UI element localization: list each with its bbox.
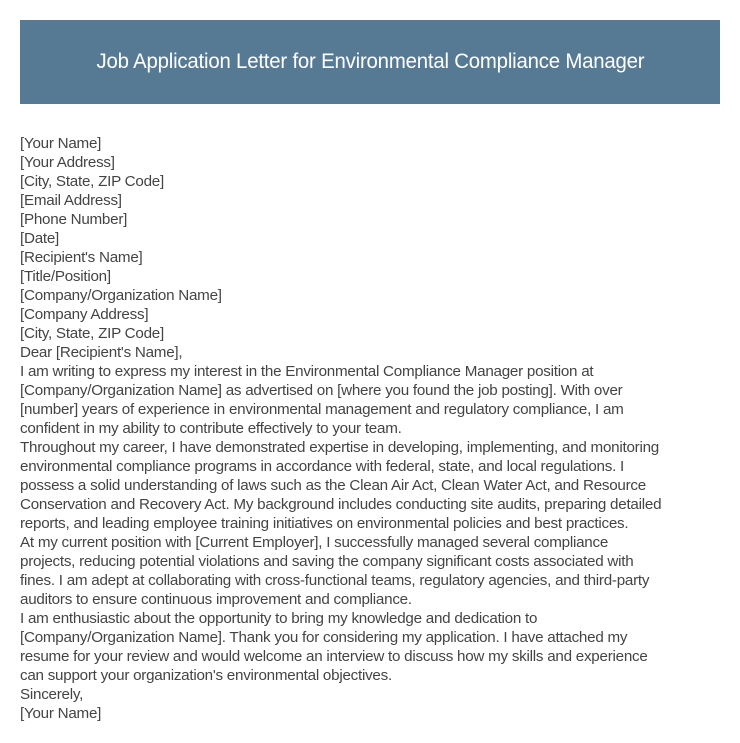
sender-city-state-zip: [City, State, ZIP Code] (20, 173, 164, 190)
paragraph-line: I am writing to express my interest in the Environmental Compliance Manager position at (20, 363, 594, 380)
sender-block (20, 134, 740, 248)
paragraph-closing (20, 609, 740, 685)
paragraph-line: Throughout my career, I have demonstrated expertise in developing, implementing, and monitoring (20, 439, 659, 456)
recipient-name: [Recipient's Name] (20, 249, 143, 266)
letter-date: [Date] (20, 230, 60, 247)
paragraph-line: auditors to ensure continuous improvement and compliance. (20, 591, 412, 608)
paragraph-line: resume for your review and would welcome an interview to discuss how my skills and experience (20, 648, 648, 665)
recipient-company: [Company/Organization Name] (20, 287, 222, 304)
closing: Sincerely, (20, 686, 84, 703)
paragraph-line: environmental compliance programs in accordance with federal, state, and local regulations. I (20, 458, 624, 475)
paragraph-line: projects, reducing potential violations and saving the company significant costs associated with (20, 553, 634, 570)
letter-header (20, 20, 720, 104)
recipient-address: [Company Address] (20, 306, 149, 323)
paragraph-intro (20, 362, 740, 438)
paragraph-line: [Company/Organization Name]. Thank you for considering my application. I have attached my (20, 629, 628, 646)
page-title: Job Application Letter for Environmental Compliance Manager (96, 50, 644, 73)
recipient-block (20, 248, 740, 343)
sender-address: [Your Address] (20, 154, 115, 171)
recipient-city-state-zip: [City, State, ZIP Code] (20, 325, 164, 342)
paragraph-line: confident in my ability to contribute effectively to your team. (20, 420, 402, 437)
letter-body (20, 134, 740, 723)
paragraph-line: possess a solid understanding of laws such as the Clean Air Act, Clean Water Act, and Resource (20, 477, 646, 494)
sender-email: [Email Address] (20, 192, 122, 209)
recipient-title: [Title/Position] (20, 268, 111, 285)
paragraph-line: [Company/Organization Name] as advertised on [where you found the job posting]. With over (20, 382, 623, 399)
salutation: Dear [Recipient's Name], (20, 344, 183, 361)
signature: [Your Name] (20, 705, 102, 722)
paragraph-line: [number] years of experience in environmental management and regulatory compliance, I am (20, 401, 624, 418)
paragraph-line: reports, and leading employee training initiatives on environmental policies and best practices. (20, 515, 629, 532)
sender-name: [Your Name] (20, 135, 102, 152)
paragraph-line: fines. I am adept at collaborating with cross-functional teams, regulatory agencies, and third-party (20, 572, 650, 589)
paragraph-expertise (20, 438, 740, 533)
paragraph-line: At my current position with [Current Employer], I successfully managed several compliance (20, 534, 609, 551)
paragraph-line: Conservation and Recovery Act. My background includes conducting site audits, preparing detailed (20, 496, 662, 513)
sender-phone: [Phone Number] (20, 211, 128, 228)
paragraph-line: I am enthusiastic about the opportunity to bring my knowledge and dedication to (20, 610, 538, 627)
paragraph-line: can support your organization's environmental objectives. (20, 667, 392, 684)
paragraph-current-position (20, 533, 740, 609)
